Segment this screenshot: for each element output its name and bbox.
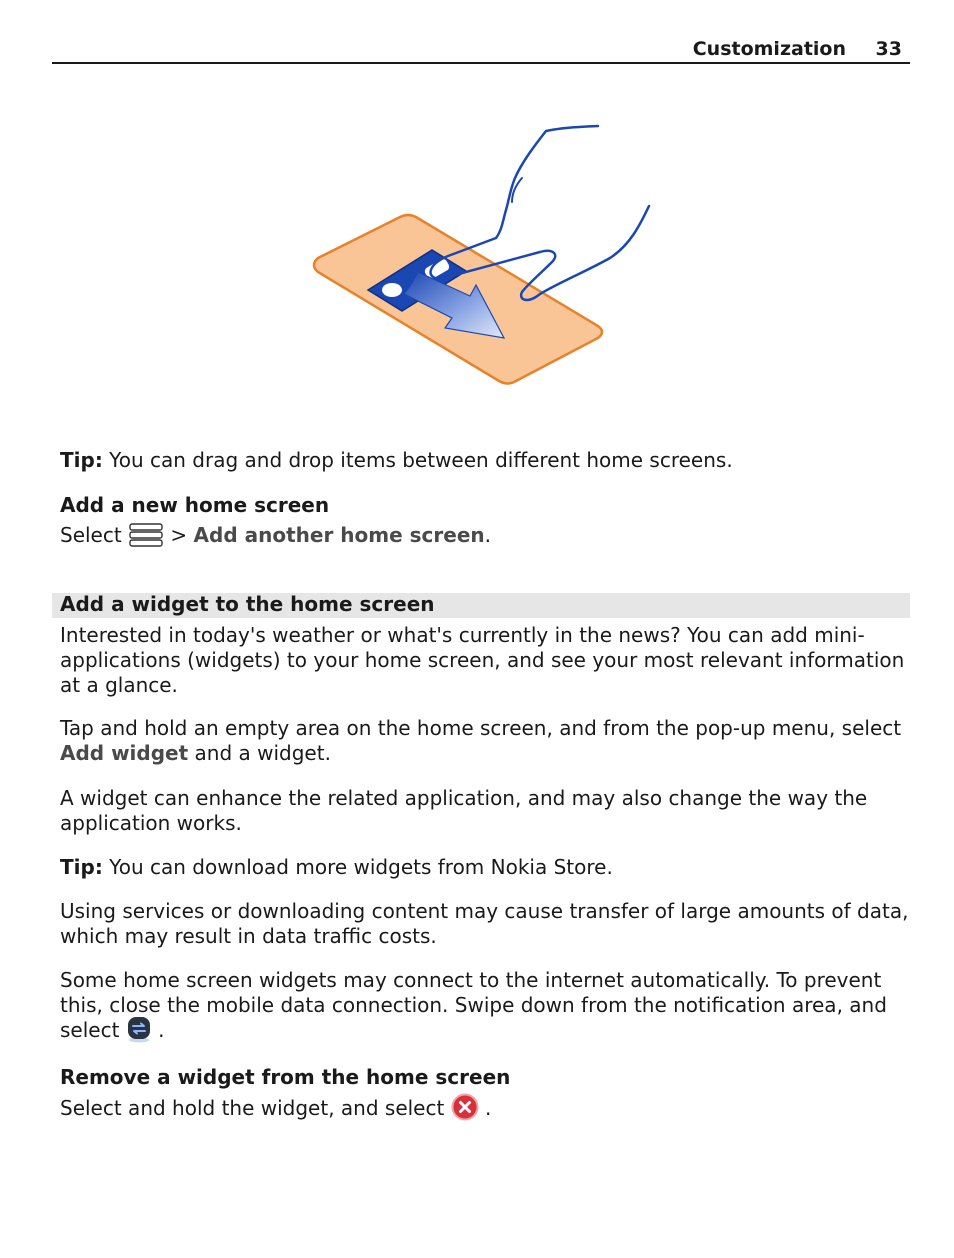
page-header [52,36,910,64]
paragraph-widget-enhance: A widget can enhance the related application, and may also change the way the application works. [60,786,868,835]
tip-nokia-store: Tip: You can download more widgets from Nokia Store. [60,855,613,879]
paragraph-data-costs: Using services or downloading content may cause transfer of large amounts of data, which may result in data traffic costs. [60,899,909,948]
menu-option-add-widget: Add widget [60,741,189,765]
paragraph-intro: Interested in today's weather or what's currently in the news? You can add mini-applications (widgets) to your home screen, and see your most relevant information at a glance. [60,623,905,697]
paragraph-add-widget: Tap and hold an empty area on the home screen, and from the pop-up menu, select Add widget and a widget. [60,716,902,765]
mobile-data-icon [126,1015,152,1043]
page-number: 33 [875,38,902,60]
instruction-remove-widget: Select and hold the widget, and select . [60,1096,910,1121]
menu-lines-icon [128,522,164,548]
section-heading-bar [52,593,910,618]
menu-option-add-another-home-screen: Add another home screen [193,523,485,547]
section-title: Add a widget to the home screen [60,592,435,616]
heading-remove-widget: Remove a widget from the home screen [60,1065,511,1089]
close-circle-icon [451,1093,479,1121]
chapter-title: Customization [692,38,846,60]
hand-icon [431,126,649,300]
tip-drag-drop: Tip: You can drag and drop items between different home screens. [60,448,733,472]
instruction-add-home-screen: Select > Add another home screen. [60,523,491,547]
paragraph-internet-widgets: Some home screen widgets may connect to the internet automatically. To prevent this, close the mobile data connection. Swipe down from the notification area, and select . [60,968,887,1042]
drag-widget-illustration [300,115,660,395]
heading-add-home-screen: Add a new home screen [60,493,330,517]
